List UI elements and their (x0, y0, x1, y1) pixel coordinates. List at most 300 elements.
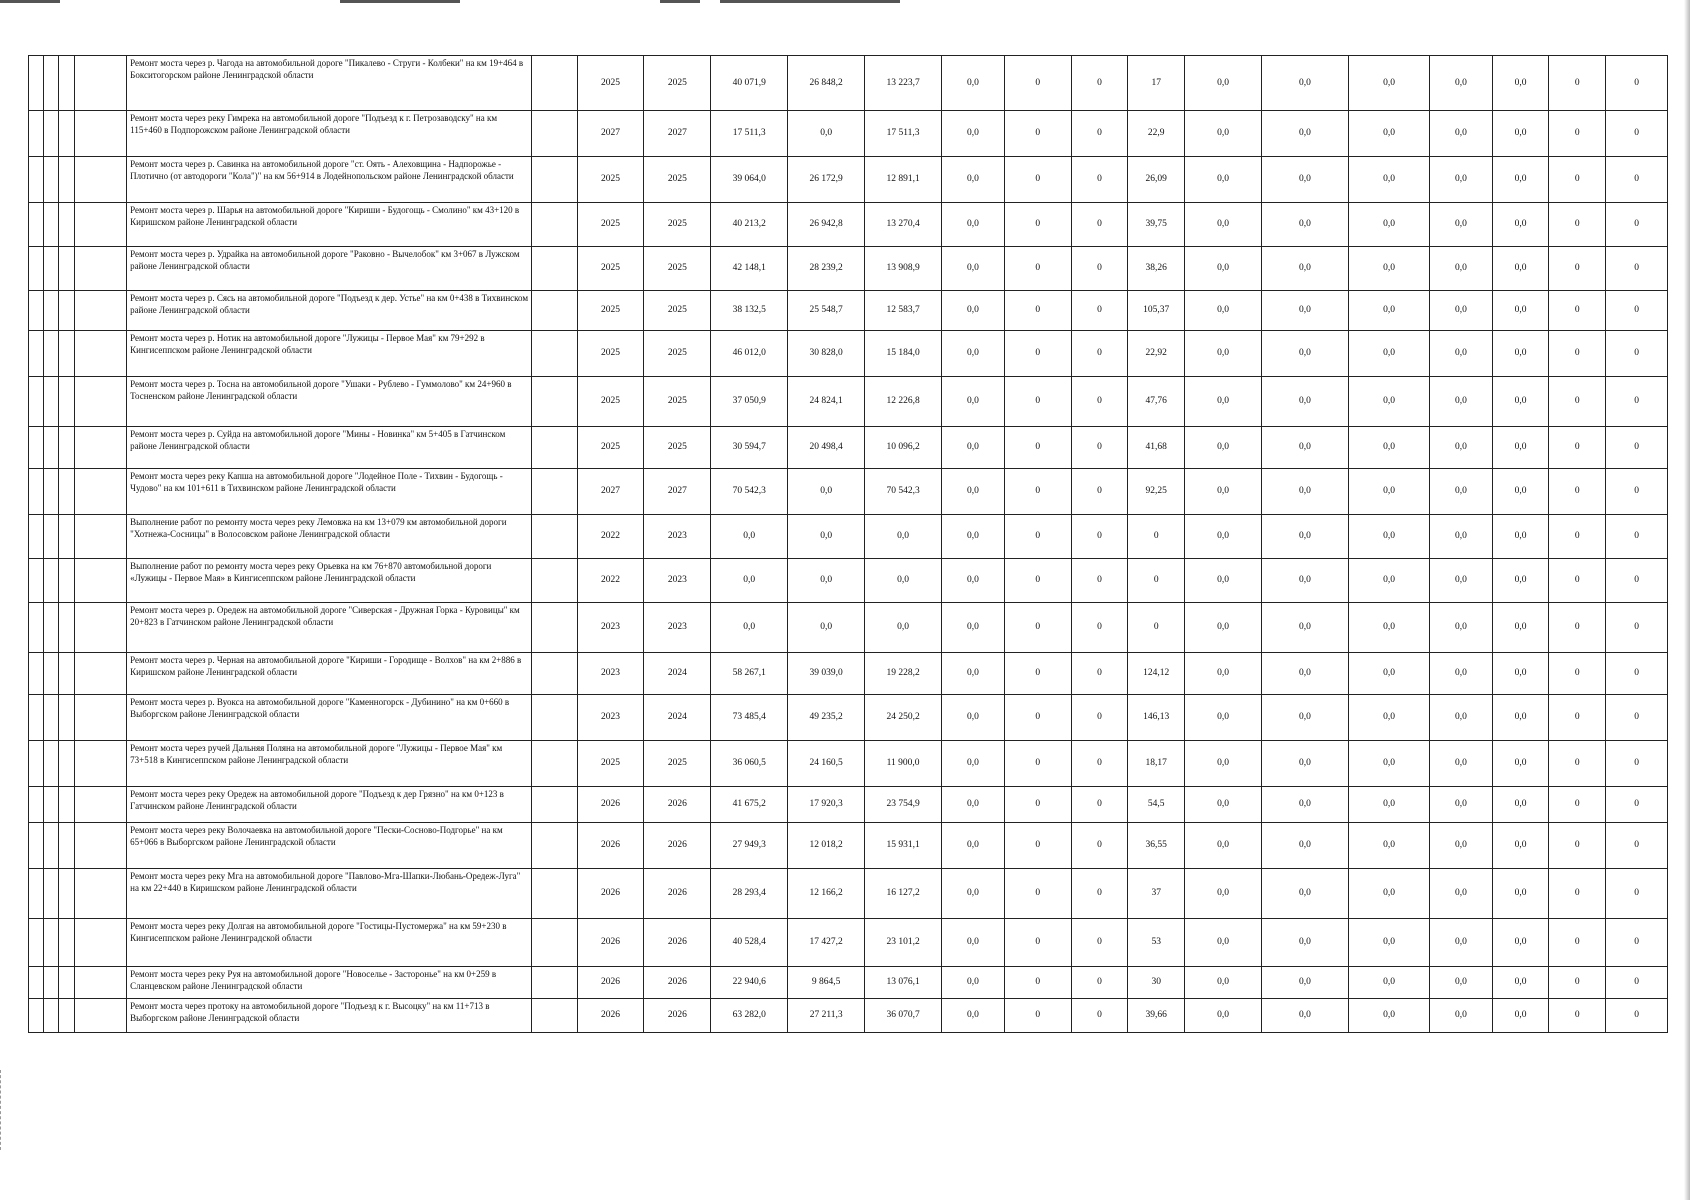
value-cell-c2: 0 (1004, 919, 1071, 967)
value-cell-c7: 0,0 (1349, 111, 1430, 157)
object-name-cell: Ремонт моста через р. Оредеж на автомобильной дороге "Сиверская - Дружная Горка - Куровицы" км 20+823 в Гатчинском районе Ленинградской области (127, 603, 532, 653)
value-cell-c5: 0,0 (1185, 787, 1262, 823)
value-cell-reg: 13 223,7 (865, 56, 942, 111)
value-cell-c2: 0 (1004, 291, 1071, 331)
empty-cell (59, 247, 74, 291)
value-cell-c2: 0 (1004, 695, 1071, 741)
empty-cell (74, 787, 127, 823)
object-name-cell: Ремонт моста через р. Тосна на автомобильной дороге "Ушаки - Рублево - Гуммолово" км 24+960 в Тосненском районе Ленинградской области (127, 377, 532, 427)
value-cell-fed: 0,0 (788, 469, 865, 515)
empty-cell (44, 247, 59, 291)
value-cell-start: 2022 (577, 559, 644, 603)
value-cell-c5: 0,0 (1185, 56, 1262, 111)
value-cell-c7: 0,0 (1349, 291, 1430, 331)
empty-cell (29, 823, 44, 869)
empty-cell (59, 469, 74, 515)
empty-cell (74, 823, 127, 869)
value-cell-c2: 0 (1004, 157, 1071, 203)
value-cell-c9: 0,0 (1492, 695, 1549, 741)
empty-cell (74, 247, 127, 291)
table-row (29, 469, 1668, 515)
value-cell-c10: 0 (1549, 653, 1606, 695)
value-cell-c2: 0 (1004, 377, 1071, 427)
empty-cell (59, 331, 74, 377)
value-cell-c11: 0 (1606, 247, 1668, 291)
value-cell-c1: 0,0 (942, 157, 1005, 203)
value-cell-c9: 0,0 (1492, 653, 1549, 695)
value-cell-length: 92,25 (1128, 469, 1185, 515)
value-cell-end: 2024 (644, 653, 711, 695)
empty-cell (532, 919, 578, 967)
value-cell-fed: 25 548,7 (788, 291, 865, 331)
value-cell-c3: 0 (1071, 515, 1128, 559)
value-cell-c8: 0,0 (1430, 203, 1493, 247)
object-name-cell: Выполнение работ по ремонту моста через реку Лемовжа на км 13+079 км автомобильной дороги "Хотнежа-Сосницы" в Волосовском районе Ленинградской области (127, 515, 532, 559)
value-cell-reg: 13 908,9 (865, 247, 942, 291)
value-cell-c8: 0,0 (1430, 291, 1493, 331)
value-cell-c11: 0 (1606, 999, 1668, 1033)
value-cell-c1: 0,0 (942, 377, 1005, 427)
value-cell-c11: 0 (1606, 823, 1668, 869)
value-cell-reg: 23 754,9 (865, 787, 942, 823)
value-cell-c8: 0,0 (1430, 999, 1493, 1033)
value-cell-c1: 0,0 (942, 919, 1005, 967)
value-cell-total: 40 213,2 (711, 203, 788, 247)
value-cell-c9: 0,0 (1492, 967, 1549, 999)
value-cell-c3: 0 (1071, 56, 1128, 111)
value-cell-c11: 0 (1606, 515, 1668, 559)
value-cell-c7: 0,0 (1349, 653, 1430, 695)
value-cell-length: 39,75 (1128, 203, 1185, 247)
value-cell-reg: 12 226,8 (865, 377, 942, 427)
value-cell-c3: 0 (1071, 377, 1128, 427)
value-cell-c7: 0,0 (1349, 787, 1430, 823)
value-cell-start: 2026 (577, 999, 644, 1033)
value-cell-end: 2026 (644, 967, 711, 999)
value-cell-start: 2026 (577, 967, 644, 999)
value-cell-c2: 0 (1004, 653, 1071, 695)
empty-cell (29, 247, 44, 291)
bridge-repair-table (28, 55, 1668, 1033)
value-cell-length: 30 (1128, 967, 1185, 999)
value-cell-c10: 0 (1549, 291, 1606, 331)
value-cell-c1: 0,0 (942, 787, 1005, 823)
table-row (29, 203, 1668, 247)
value-cell-c1: 0,0 (942, 603, 1005, 653)
value-cell-start: 2026 (577, 869, 644, 919)
value-cell-c6: 0,0 (1261, 653, 1348, 695)
value-cell-total: 28 293,4 (711, 869, 788, 919)
table-row (29, 741, 1668, 787)
value-cell-c9: 0,0 (1492, 247, 1549, 291)
object-name-cell: Ремонт моста через реку Долгая на автомобильной дороге "Гостицы-Пустомержа" на км 59+230 в Кингисеппском районе Ленинградской области (127, 919, 532, 967)
value-cell-end: 2023 (644, 515, 711, 559)
value-cell-c3: 0 (1071, 157, 1128, 203)
value-cell-c9: 0,0 (1492, 869, 1549, 919)
empty-cell (532, 377, 578, 427)
value-cell-c2: 0 (1004, 56, 1071, 111)
value-cell-c10: 0 (1549, 203, 1606, 247)
empty-cell (532, 331, 578, 377)
object-name-cell: Ремонт моста через р. Савинка на автомобильной дороге "ст. Оять - Алеховщина - Надпорожье - Плотично (от автодороги "Кола")" на км 56+914 в Лодейнопольском районе Ленинградской области (127, 157, 532, 203)
value-cell-c9: 0,0 (1492, 469, 1549, 515)
value-cell-fed: 27 211,3 (788, 999, 865, 1033)
empty-cell (59, 653, 74, 695)
empty-cell (29, 653, 44, 695)
value-cell-fed: 26 942,8 (788, 203, 865, 247)
object-name-cell: Ремонт моста через р. Сясь на автомобильной дороге "Подъезд к дер. Устье" на км 0+438 в Тихвинском районе Ленинградской области (127, 291, 532, 331)
value-cell-c5: 0,0 (1185, 111, 1262, 157)
value-cell-length: 38,26 (1128, 247, 1185, 291)
value-cell-fed: 12 018,2 (788, 823, 865, 869)
empty-cell (532, 559, 578, 603)
value-cell-c5: 0,0 (1185, 653, 1262, 695)
value-cell-end: 2023 (644, 559, 711, 603)
value-cell-c5: 0,0 (1185, 469, 1262, 515)
value-cell-start: 2026 (577, 823, 644, 869)
scan-left-edge (0, 1070, 4, 1150)
empty-cell (29, 203, 44, 247)
value-cell-total: 36 060,5 (711, 741, 788, 787)
value-cell-start: 2023 (577, 603, 644, 653)
value-cell-end: 2026 (644, 869, 711, 919)
value-cell-c7: 0,0 (1349, 157, 1430, 203)
value-cell-c11: 0 (1606, 157, 1668, 203)
empty-cell (44, 603, 59, 653)
value-cell-c8: 0,0 (1430, 377, 1493, 427)
value-cell-c6: 0,0 (1261, 559, 1348, 603)
value-cell-c2: 0 (1004, 869, 1071, 919)
table-row (29, 559, 1668, 603)
value-cell-length: 22,92 (1128, 331, 1185, 377)
empty-cell (532, 291, 578, 331)
value-cell-end: 2025 (644, 247, 711, 291)
value-cell-c9: 0,0 (1492, 823, 1549, 869)
object-name-cell: Ремонт моста через реку Капша на автомобильной дороге "Лодейное Поле - Тихвин - Будогощь - Чудово" на км 101+611 в Тихвинском районе Ленинградской области (127, 469, 532, 515)
value-cell-fed: 17 427,2 (788, 919, 865, 967)
value-cell-c11: 0 (1606, 469, 1668, 515)
empty-cell (29, 999, 44, 1033)
value-cell-fed: 17 920,3 (788, 787, 865, 823)
value-cell-c10: 0 (1549, 247, 1606, 291)
empty-cell (29, 695, 44, 741)
empty-cell (44, 469, 59, 515)
value-cell-c1: 0,0 (942, 695, 1005, 741)
value-cell-length: 22,9 (1128, 111, 1185, 157)
value-cell-c1: 0,0 (942, 559, 1005, 603)
value-cell-c5: 0,0 (1185, 247, 1262, 291)
empty-cell (74, 157, 127, 203)
value-cell-c11: 0 (1606, 653, 1668, 695)
table-row (29, 377, 1668, 427)
value-cell-c1: 0,0 (942, 111, 1005, 157)
empty-cell (532, 967, 578, 999)
value-cell-length: 105,37 (1128, 291, 1185, 331)
value-cell-c5: 0,0 (1185, 291, 1262, 331)
empty-cell (74, 291, 127, 331)
value-cell-c8: 0,0 (1430, 56, 1493, 111)
empty-cell (532, 787, 578, 823)
empty-cell (59, 999, 74, 1033)
value-cell-c7: 0,0 (1349, 695, 1430, 741)
value-cell-c8: 0,0 (1430, 331, 1493, 377)
value-cell-reg: 24 250,2 (865, 695, 942, 741)
empty-cell (74, 653, 127, 695)
object-name-cell: Ремонт моста через ручей Дальняя Поляна на автомобильной дороге "Лужицы - Первое Мая" км 73+518 в Кингисеппском районе Ленинградской области (127, 741, 532, 787)
empty-cell (29, 515, 44, 559)
empty-cell (29, 157, 44, 203)
table-row (29, 56, 1668, 111)
value-cell-c10: 0 (1549, 559, 1606, 603)
object-name-cell: Ремонт моста через реку Гимрека на автомобильной дороге "Подъезд к г. Петрозаводску" на км 115+460 в Подпорожском районе Ленинградской области (127, 111, 532, 157)
value-cell-c9: 0,0 (1492, 331, 1549, 377)
empty-cell (59, 377, 74, 427)
value-cell-c7: 0,0 (1349, 331, 1430, 377)
value-cell-c10: 0 (1549, 919, 1606, 967)
value-cell-c6: 0,0 (1261, 695, 1348, 741)
value-cell-c9: 0,0 (1492, 787, 1549, 823)
value-cell-length: 17 (1128, 56, 1185, 111)
value-cell-total: 27 949,3 (711, 823, 788, 869)
value-cell-end: 2027 (644, 469, 711, 515)
value-cell-c5: 0,0 (1185, 919, 1262, 967)
value-cell-c5: 0,0 (1185, 559, 1262, 603)
value-cell-c6: 0,0 (1261, 331, 1348, 377)
empty-cell (44, 515, 59, 559)
empty-cell (44, 999, 59, 1033)
table-row (29, 787, 1668, 823)
empty-cell (29, 967, 44, 999)
value-cell-c9: 0,0 (1492, 603, 1549, 653)
value-cell-c7: 0,0 (1349, 56, 1430, 111)
table-row (29, 427, 1668, 469)
value-cell-reg: 12 583,7 (865, 291, 942, 331)
table-row (29, 653, 1668, 695)
value-cell-fed: 30 828,0 (788, 331, 865, 377)
value-cell-c1: 0,0 (942, 653, 1005, 695)
value-cell-c3: 0 (1071, 653, 1128, 695)
value-cell-c2: 0 (1004, 787, 1071, 823)
value-cell-fed: 28 239,2 (788, 247, 865, 291)
empty-cell (59, 603, 74, 653)
empty-cell (29, 787, 44, 823)
value-cell-start: 2025 (577, 203, 644, 247)
value-cell-c2: 0 (1004, 559, 1071, 603)
empty-cell (74, 967, 127, 999)
value-cell-c1: 0,0 (942, 869, 1005, 919)
value-cell-c3: 0 (1071, 469, 1128, 515)
table-row (29, 999, 1668, 1033)
value-cell-end: 2027 (644, 111, 711, 157)
empty-cell (29, 469, 44, 515)
value-cell-c11: 0 (1606, 291, 1668, 331)
empty-cell (532, 469, 578, 515)
value-cell-c10: 0 (1549, 787, 1606, 823)
value-cell-c1: 0,0 (942, 999, 1005, 1033)
table-row (29, 515, 1668, 559)
value-cell-c6: 0,0 (1261, 919, 1348, 967)
empty-cell (74, 203, 127, 247)
value-cell-c1: 0,0 (942, 515, 1005, 559)
value-cell-start: 2026 (577, 919, 644, 967)
value-cell-end: 2026 (644, 999, 711, 1033)
table-body (29, 56, 1668, 1033)
value-cell-c10: 0 (1549, 111, 1606, 157)
empty-cell (59, 741, 74, 787)
value-cell-c2: 0 (1004, 967, 1071, 999)
value-cell-reg: 36 070,7 (865, 999, 942, 1033)
table-row (29, 869, 1668, 919)
value-cell-length: 18,17 (1128, 741, 1185, 787)
value-cell-c11: 0 (1606, 331, 1668, 377)
value-cell-length: 146,13 (1128, 695, 1185, 741)
value-cell-c9: 0,0 (1492, 919, 1549, 967)
value-cell-c7: 0,0 (1349, 515, 1430, 559)
scan-right-edge (1684, 0, 1690, 1200)
empty-cell (44, 56, 59, 111)
value-cell-c9: 0,0 (1492, 741, 1549, 787)
value-cell-c1: 0,0 (942, 56, 1005, 111)
value-cell-start: 2027 (577, 111, 644, 157)
value-cell-c6: 0,0 (1261, 823, 1348, 869)
value-cell-total: 70 542,3 (711, 469, 788, 515)
value-cell-total: 46 012,0 (711, 331, 788, 377)
value-cell-c3: 0 (1071, 999, 1128, 1033)
table-row (29, 919, 1668, 967)
value-cell-c3: 0 (1071, 741, 1128, 787)
value-cell-end: 2023 (644, 603, 711, 653)
value-cell-c9: 0,0 (1492, 559, 1549, 603)
value-cell-c3: 0 (1071, 787, 1128, 823)
value-cell-c6: 0,0 (1261, 787, 1348, 823)
value-cell-c9: 0,0 (1492, 203, 1549, 247)
value-cell-c1: 0,0 (942, 741, 1005, 787)
value-cell-c11: 0 (1606, 377, 1668, 427)
empty-cell (532, 157, 578, 203)
value-cell-c11: 0 (1606, 695, 1668, 741)
object-name-cell: Ремонт моста через реку Волочаевка на автомобильной дороге "Пески-Сосново-Подгорье" на км 65+066 в Выборгском районе Ленинградской области (127, 823, 532, 869)
value-cell-total: 0,0 (711, 559, 788, 603)
object-name-cell: Ремонт моста через р. Чагода на автомобильной дороге "Пикалево - Струги - Колбеки" на км 19+464 в Бокситогорском районе Ленинградской области (127, 56, 532, 111)
value-cell-length: 26,09 (1128, 157, 1185, 203)
value-cell-c6: 0,0 (1261, 111, 1348, 157)
value-cell-reg: 0,0 (865, 603, 942, 653)
object-name-cell: Выполнение работ по ремонту моста через реку Орьевка на км 76+870 автомобильной дороги «Лужицы - Первое Мая» в Кингисеппском районе Ленинградской области (127, 559, 532, 603)
value-cell-total: 58 267,1 (711, 653, 788, 695)
value-cell-start: 2025 (577, 157, 644, 203)
value-cell-reg: 0,0 (865, 559, 942, 603)
value-cell-start: 2025 (577, 427, 644, 469)
value-cell-reg: 23 101,2 (865, 919, 942, 967)
value-cell-c10: 0 (1549, 823, 1606, 869)
value-cell-fed: 0,0 (788, 603, 865, 653)
value-cell-total: 17 511,3 (711, 111, 788, 157)
value-cell-length: 39,66 (1128, 999, 1185, 1033)
empty-cell (532, 741, 578, 787)
value-cell-c9: 0,0 (1492, 157, 1549, 203)
value-cell-c2: 0 (1004, 427, 1071, 469)
empty-cell (59, 203, 74, 247)
value-cell-length: 36,55 (1128, 823, 1185, 869)
empty-cell (44, 919, 59, 967)
value-cell-c10: 0 (1549, 157, 1606, 203)
empty-cell (29, 331, 44, 377)
value-cell-c5: 0,0 (1185, 603, 1262, 653)
value-cell-total: 42 148,1 (711, 247, 788, 291)
value-cell-c7: 0,0 (1349, 999, 1430, 1033)
value-cell-end: 2025 (644, 741, 711, 787)
value-cell-c8: 0,0 (1430, 869, 1493, 919)
value-cell-c5: 0,0 (1185, 331, 1262, 377)
value-cell-c1: 0,0 (942, 823, 1005, 869)
value-cell-c10: 0 (1549, 331, 1606, 377)
empty-cell (532, 653, 578, 695)
value-cell-c2: 0 (1004, 203, 1071, 247)
value-cell-c5: 0,0 (1185, 967, 1262, 999)
value-cell-fed: 26 848,2 (788, 56, 865, 111)
table-row (29, 823, 1668, 869)
value-cell-c11: 0 (1606, 787, 1668, 823)
empty-cell (59, 111, 74, 157)
value-cell-c10: 0 (1549, 967, 1606, 999)
value-cell-c7: 0,0 (1349, 469, 1430, 515)
value-cell-c6: 0,0 (1261, 203, 1348, 247)
value-cell-c7: 0,0 (1349, 377, 1430, 427)
empty-cell (59, 515, 74, 559)
value-cell-c7: 0,0 (1349, 603, 1430, 653)
value-cell-c1: 0,0 (942, 469, 1005, 515)
empty-cell (44, 203, 59, 247)
empty-cell (532, 695, 578, 741)
empty-cell (74, 869, 127, 919)
empty-cell (532, 869, 578, 919)
value-cell-start: 2026 (577, 787, 644, 823)
value-cell-c1: 0,0 (942, 203, 1005, 247)
value-cell-c1: 0,0 (942, 427, 1005, 469)
empty-cell (59, 695, 74, 741)
empty-cell (59, 919, 74, 967)
value-cell-c7: 0,0 (1349, 967, 1430, 999)
empty-cell (44, 111, 59, 157)
empty-cell (59, 291, 74, 331)
value-cell-c8: 0,0 (1430, 469, 1493, 515)
empty-cell (44, 787, 59, 823)
value-cell-c6: 0,0 (1261, 999, 1348, 1033)
empty-cell (29, 111, 44, 157)
value-cell-c3: 0 (1071, 203, 1128, 247)
value-cell-c6: 0,0 (1261, 291, 1348, 331)
empty-cell (44, 695, 59, 741)
empty-cell (44, 869, 59, 919)
empty-cell (29, 427, 44, 469)
value-cell-c9: 0,0 (1492, 515, 1549, 559)
value-cell-fed: 49 235,2 (788, 695, 865, 741)
value-cell-c8: 0,0 (1430, 603, 1493, 653)
value-cell-c7: 0,0 (1349, 869, 1430, 919)
value-cell-c8: 0,0 (1430, 157, 1493, 203)
value-cell-c2: 0 (1004, 741, 1071, 787)
value-cell-c11: 0 (1606, 603, 1668, 653)
value-cell-total: 30 594,7 (711, 427, 788, 469)
value-cell-start: 2027 (577, 469, 644, 515)
empty-cell (532, 427, 578, 469)
empty-cell (532, 999, 578, 1033)
value-cell-total: 22 940,6 (711, 967, 788, 999)
value-cell-c9: 0,0 (1492, 111, 1549, 157)
empty-cell (532, 203, 578, 247)
object-name-cell: Ремонт моста через реку Оредеж на автомобильной дороге "Подъезд к дер Грязно" на км 0+123 в Гатчинском районе Ленинградской области (127, 787, 532, 823)
value-cell-c5: 0,0 (1185, 427, 1262, 469)
